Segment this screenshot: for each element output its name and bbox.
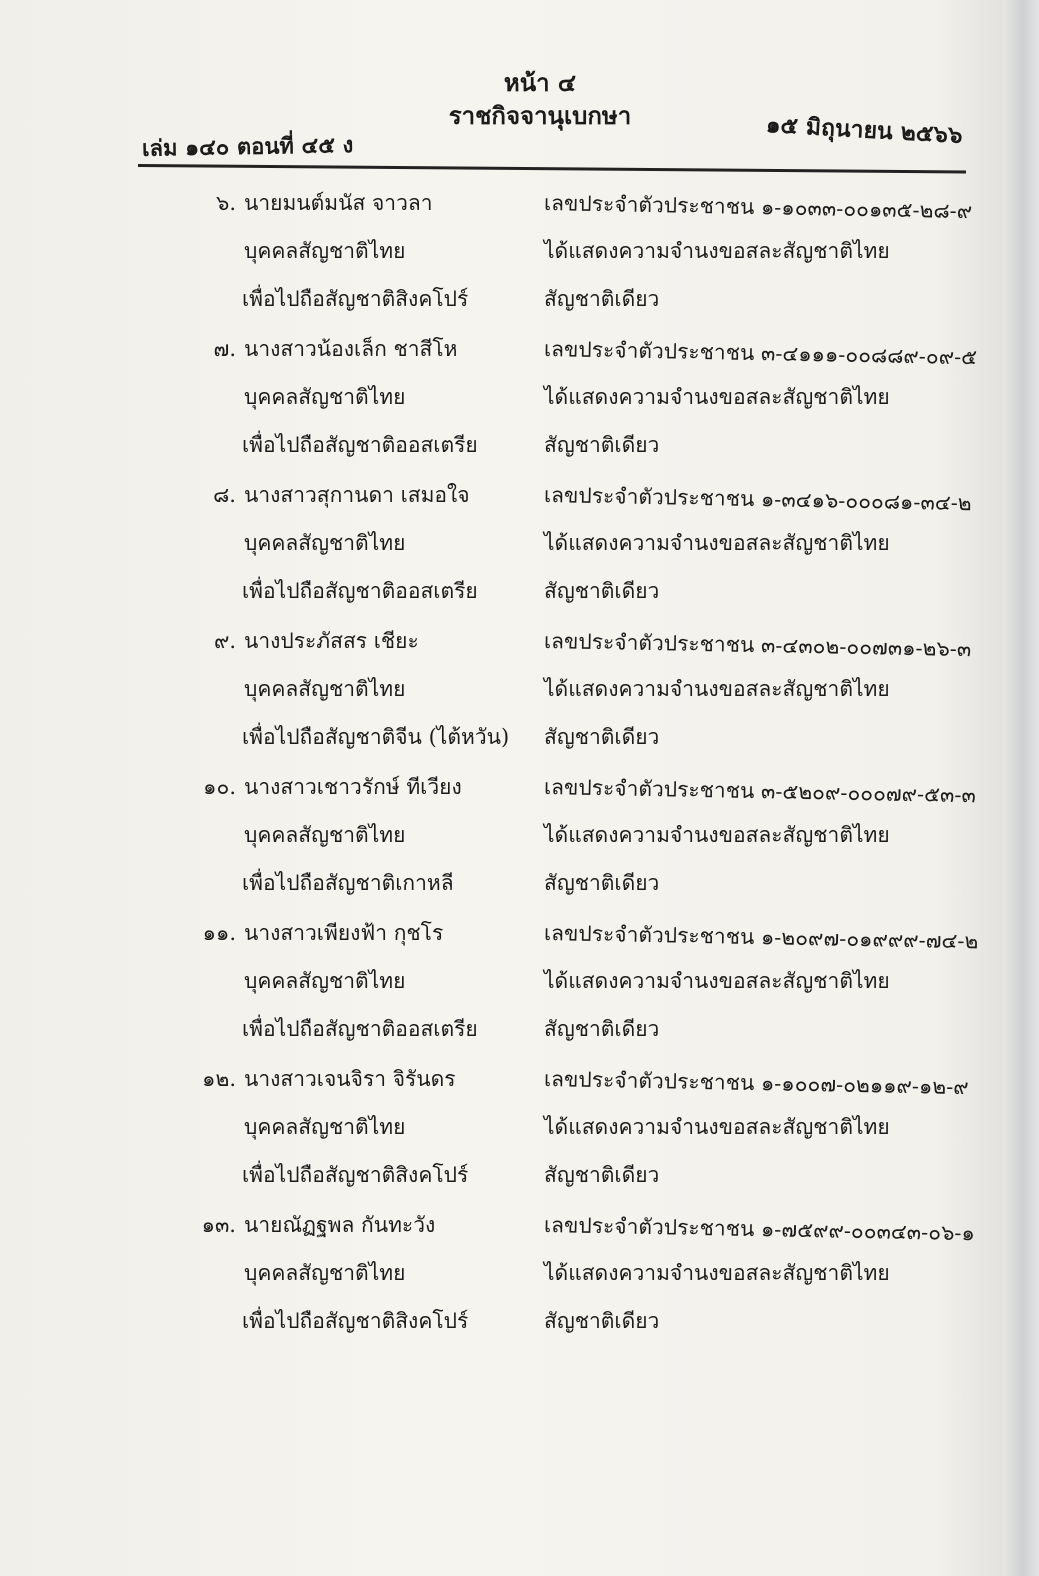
status-text: บุคคลสัญชาติไทย	[244, 385, 406, 409]
single-nationality-text: สัญชาติเดียว	[544, 433, 660, 457]
person-name: นายณัฏฐพล กันทะวัง	[244, 1213, 436, 1237]
id-card-number: เลขประจำตัวประชาชน ๑-๗๕๙๙-๐๐๓๔๓-๐๖-๑	[543, 1213, 976, 1246]
entry-13	[0, 1200, 1000, 1346]
person-name: นายมนต์มนัส จาวลา	[244, 191, 433, 215]
purpose-text: เพื่อไปถือสัญชาติออสเตรีย	[242, 433, 478, 457]
entry-number: ๖.	[215, 191, 236, 215]
entry-number: ๘.	[213, 483, 236, 507]
purpose-text: เพื่อไปถือสัญชาติออสเตรีย	[242, 1017, 478, 1041]
header-rule	[138, 164, 966, 174]
entry-8	[0, 470, 1000, 616]
declaration-text: ได้แสดงความจำนงขอสละสัญชาติไทย	[544, 823, 890, 847]
purpose-text: เพื่อไปถือสัญชาติจีน (ไต้หวัน)	[242, 725, 510, 749]
entry-12	[0, 1054, 1000, 1200]
purpose-text: เพื่อไปถือสัญชาติสิงคโปร์	[242, 1309, 469, 1333]
purpose-text: เพื่อไปถือสัญชาติสิงคโปร์	[242, 287, 469, 311]
publication-date: ๑๕ มิถุนายน ๒๕๖๖	[765, 111, 964, 149]
id-card-number: เลขประจำตัวประชาชน ๓-๕๒๐๙-๐๐๐๗๙-๕๓-๓	[543, 775, 977, 808]
entry-number: ๑๒.	[202, 1067, 236, 1091]
person-name: นางสาวเชาวรักษ์ ทีเวียง	[244, 775, 462, 799]
page-header-center	[440, 68, 640, 132]
purpose-text: เพื่อไปถือสัญชาติเกาหลี	[242, 871, 454, 895]
declaration-text: ได้แสดงความจำนงขอสละสัญชาติไทย	[544, 239, 890, 263]
id-card-number: เลขประจำตัวประชาชน ๑-๑๐๓๓-๐๐๑๓๕-๒๘-๙	[543, 191, 973, 224]
status-text: บุคคลสัญชาติไทย	[244, 1261, 406, 1285]
entry-11	[0, 908, 1000, 1054]
id-card-number: เลขประจำตัวประชาชน ๓-๔๑๑๑-๐๐๘๘๙-๐๙-๕	[543, 337, 978, 370]
entry-number: ๑๑.	[202, 921, 236, 945]
status-text: บุคคลสัญชาติไทย	[244, 531, 406, 555]
volume-issue: เล่ม ๑๔๐ ตอนที่ ๔๕ ง	[141, 132, 354, 162]
entry-number: ๑๓.	[201, 1213, 236, 1237]
declaration-text: ได้แสดงความจำนงขอสละสัญชาติไทย	[544, 385, 890, 409]
declaration-text: ได้แสดงความจำนงขอสละสัญชาติไทย	[544, 969, 890, 993]
person-name: นางประภัสสร เชียะ	[244, 629, 419, 653]
declaration-text: ได้แสดงความจำนงขอสละสัญชาติไทย	[544, 677, 890, 701]
declaration-text: ได้แสดงความจำนงขอสละสัญชาติไทย	[544, 531, 890, 555]
status-text: บุคคลสัญชาติไทย	[244, 1115, 406, 1139]
person-name: นางสาวสุกานดา เสมอใจ	[244, 483, 470, 507]
entry-number: ๗.	[213, 337, 236, 361]
entry-number: ๙.	[213, 629, 236, 653]
single-nationality-text: สัญชาติเดียว	[544, 1309, 660, 1333]
status-text: บุคคลสัญชาติไทย	[244, 969, 406, 993]
person-name: นางสาวน้องเล็ก ชาสีโห	[244, 337, 458, 361]
single-nationality-text: สัญชาติเดียว	[544, 579, 660, 603]
id-card-number: เลขประจำตัวประชาชน ๑-๑๐๐๗-๐๒๑๑๙-๑๒-๙	[543, 1067, 969, 1100]
declaration-text: ได้แสดงความจำนงขอสละสัญชาติไทย	[544, 1261, 890, 1285]
page-edge-shadow	[1003, 0, 1039, 1576]
entry-6	[0, 178, 1000, 324]
entry-10	[0, 762, 1000, 908]
entry-list	[0, 178, 1000, 1346]
single-nationality-text: สัญชาติเดียว	[544, 1017, 660, 1041]
single-nationality-text: สัญชาติเดียว	[544, 725, 660, 749]
id-card-number: เลขประจำตัวประชาชน ๓-๔๓๐๒-๐๐๗๓๑-๒๖-๓	[543, 629, 972, 662]
single-nationality-text: สัญชาติเดียว	[544, 287, 660, 311]
status-text: บุคคลสัญชาติไทย	[244, 677, 406, 701]
purpose-text: เพื่อไปถือสัญชาติสิงคโปร์	[242, 1163, 469, 1187]
status-text: บุคคลสัญชาติไทย	[244, 823, 406, 847]
declaration-text: ได้แสดงความจำนงขอสละสัญชาติไทย	[544, 1115, 890, 1139]
single-nationality-text: สัญชาติเดียว	[544, 871, 660, 895]
id-card-number: เลขประจำตัวประชาชน ๑-๓๔๑๖-๐๐๐๘๑-๓๔-๒	[543, 483, 972, 516]
purpose-text: เพื่อไปถือสัญชาติออสเตรีย	[242, 579, 478, 603]
entry-number: ๑๐.	[203, 775, 236, 799]
id-card-number: เลขประจำตัวประชาชน ๑-๒๐๙๗-๐๑๙๙๙-๗๔-๒	[543, 921, 979, 954]
page-number: หน้า ๔	[503, 68, 577, 97]
status-text: บุคคลสัญชาติไทย	[244, 239, 406, 263]
single-nationality-text: สัญชาติเดียว	[544, 1163, 660, 1187]
person-name: นางสาวเพียงฟ้า กุชโร	[244, 921, 444, 945]
entry-7	[0, 324, 1000, 470]
gazette-name: ราชกิจจานุเบกษา	[448, 101, 632, 130]
person-name: นางสาวเจนจิรา จิรันดร	[244, 1067, 456, 1091]
entry-9	[0, 616, 1000, 762]
